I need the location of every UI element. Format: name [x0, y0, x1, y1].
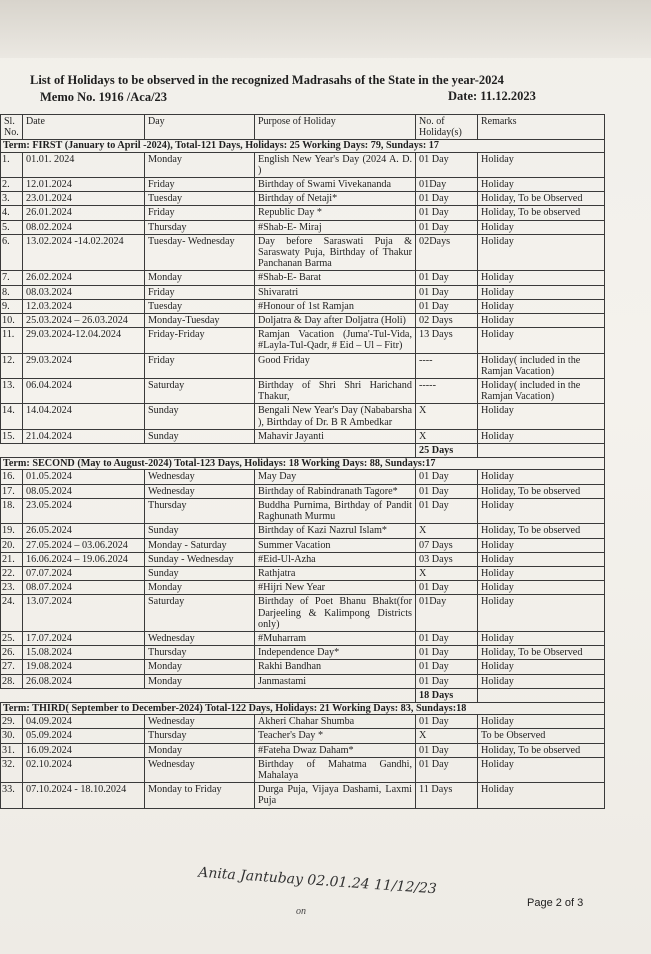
cell-date: 13.02.2024 -14.02.2024: [23, 234, 145, 271]
cell-count: 01Day: [416, 178, 478, 192]
table-row: [1, 299, 605, 313]
cell-sl: 30.: [1, 729, 23, 743]
cell-sl: 22.: [1, 566, 23, 580]
cell-remarks: Holiday: [478, 271, 605, 285]
cell-purpose: Ramjan Vacation (Juma'-Tul-Vida, #Layla-Tul-Qadr, # Eid – Ul – Fitr): [255, 328, 416, 353]
cell-purpose: Summer Vacation: [255, 538, 416, 552]
cell-date: 01.01. 2024: [23, 152, 145, 177]
cell-remarks: Holiday: [478, 715, 605, 729]
cell-day: Tuesday- Wednesday: [145, 234, 255, 271]
table-row: [1, 581, 605, 595]
cell-sl: 16.: [1, 470, 23, 484]
cell-remarks: Holiday: [478, 498, 605, 523]
cell-count: 01 Day: [416, 152, 478, 177]
cell-day: Monday: [145, 152, 255, 177]
cell-date: 06.04.2024: [23, 379, 145, 404]
cell-sl: 13.: [1, 379, 23, 404]
holiday-table: [0, 114, 605, 809]
cell-purpose: Birthday of Netaji*: [255, 192, 416, 206]
cell-date: 08.07.2024: [23, 581, 145, 595]
cell-sl: 19.: [1, 524, 23, 538]
cell-remarks: Holiday, To be observed: [478, 743, 605, 757]
cell-day: Friday: [145, 285, 255, 299]
cell-count: 01Day: [416, 595, 478, 632]
cell-date: 08.02.2024: [23, 220, 145, 234]
cell-count: 01 Day: [416, 674, 478, 688]
cell-sl: 7.: [1, 271, 23, 285]
cell-purpose: English New Year's Day (2024 A. D. ): [255, 152, 416, 177]
cell-count: X: [416, 729, 478, 743]
cell-day: Sunday: [145, 524, 255, 538]
table-row: [1, 220, 605, 234]
cell-purpose: Akheri Chahar Shumba: [255, 715, 416, 729]
table-row: [1, 743, 605, 757]
cell-remarks: Holiday, To be Observed: [478, 192, 605, 206]
cell-purpose: Doljatra & Day after Doljatra (Holi): [255, 314, 416, 328]
handwritten-signature: Anita Jantubay 02.01.24 11/12/23: [197, 864, 438, 898]
cell-sl: 29.: [1, 715, 23, 729]
cell-count: 01 Day: [416, 581, 478, 595]
cell-purpose: Birthday of Swami Vivekananda: [255, 178, 416, 192]
cell-day: Monday: [145, 271, 255, 285]
cell-sl: 24.: [1, 595, 23, 632]
cell-remarks: Holiday: [478, 470, 605, 484]
table-row: [1, 271, 605, 285]
cell-remarks: Holiday: [478, 674, 605, 688]
table-row: [1, 314, 605, 328]
cell-date: 07.10.2024 - 18.10.2024: [23, 783, 145, 808]
cell-sl: 23.: [1, 581, 23, 595]
cell-date: 08.03.2024: [23, 285, 145, 299]
cell-purpose: Rakhi Bandhan: [255, 660, 416, 674]
cell-count: 01 Day: [416, 470, 478, 484]
cell-remarks: To be Observed: [478, 729, 605, 743]
cell-purpose: Mahavir Jayanti: [255, 429, 416, 443]
cell-count: 01 Day: [416, 715, 478, 729]
cell-day: Thursday: [145, 498, 255, 523]
term-heading: Term: FIRST (January to April -2024), Total-121 Days, Holidays: 25 Working Days: 79, Sundays: 17: [1, 140, 605, 152]
cell-sl: 2.: [1, 178, 23, 192]
cell-purpose: #Honour of 1st Ramjan: [255, 299, 416, 313]
cell-day: Friday: [145, 353, 255, 378]
table-row: [1, 566, 605, 580]
cell-day: Saturday: [145, 379, 255, 404]
cell-day: Wednesday: [145, 470, 255, 484]
cell-day: Monday-Tuesday: [145, 314, 255, 328]
cell-remarks: Holiday: [478, 783, 605, 808]
cell-date: 14.04.2024: [23, 404, 145, 429]
cell-sl: 5.: [1, 220, 23, 234]
cell-day: Wednesday: [145, 631, 255, 645]
cell-remarks: Holiday, To be observed: [478, 484, 605, 498]
cell-sl: 32.: [1, 757, 23, 782]
cell-purpose: Teacher's Day *: [255, 729, 416, 743]
cell-date: 01.05.2024: [23, 470, 145, 484]
cell-count: 01 Day: [416, 631, 478, 645]
cell-count: X: [416, 404, 478, 429]
term-heading: Term: SECOND (May to August-2024) Total-123 Days, Holidays: 18 Working Days: 88, Sundays:17: [1, 458, 605, 470]
cell-day: Friday-Friday: [145, 328, 255, 353]
table-row: [1, 470, 605, 484]
cell-purpose: Birthday of Kazi Nazrul Islam*: [255, 524, 416, 538]
cell-date: 29.03.2024: [23, 353, 145, 378]
cell-date: 12.01.2024: [23, 178, 145, 192]
term-heading: Term: THIRD( September to December-2024) Total-122 Days, Holidays: 21 Working Days: 83, Sundays:18: [1, 702, 605, 714]
cell-date: 27.05.2024 – 03.06.2024: [23, 538, 145, 552]
cell-remarks: Holiday: [478, 595, 605, 632]
cell-count: 01 Day: [416, 285, 478, 299]
empty-cell: [255, 688, 416, 702]
cell-day: Thursday: [145, 220, 255, 234]
cell-day: Friday: [145, 206, 255, 220]
cell-purpose: #Shab-E- Barat: [255, 271, 416, 285]
cell-remarks: Holiday: [478, 285, 605, 299]
table-row: [1, 595, 605, 632]
cell-sl: 28.: [1, 674, 23, 688]
cell-sl: 14.: [1, 404, 23, 429]
table-row: [1, 206, 605, 220]
cell-day: Wednesday: [145, 484, 255, 498]
term-total-row: [1, 444, 605, 458]
cell-day: Sunday: [145, 566, 255, 580]
cell-remarks: Holiday: [478, 566, 605, 580]
cell-sl: 25.: [1, 631, 23, 645]
table-row: [1, 328, 605, 353]
cell-remarks: Holiday: [478, 538, 605, 552]
empty-cell: [145, 444, 255, 458]
column-header: No. of Holiday(s): [416, 115, 478, 140]
cell-date: 29.03.2024-12.04.2024: [23, 328, 145, 353]
cell-remarks: Holiday, To be Observed: [478, 646, 605, 660]
cell-purpose: Birthday of Shri Shri Harichand Thakur,: [255, 379, 416, 404]
cell-day: Tuesday: [145, 192, 255, 206]
cell-purpose: #Muharram: [255, 631, 416, 645]
cell-day: Sunday - Wednesday: [145, 552, 255, 566]
cell-purpose: Day before Saraswati Puja & Saraswaty Puja, Birthday of Thakur Panchanan Barma: [255, 234, 416, 271]
cell-day: Monday - Saturday: [145, 538, 255, 552]
empty-cell: [23, 444, 145, 458]
cell-purpose: Republic Day *: [255, 206, 416, 220]
empty-cell: [145, 688, 255, 702]
cell-count: 01 Day: [416, 498, 478, 523]
cell-purpose: May Day: [255, 470, 416, 484]
cell-purpose: Birthday of Poet Bhanu Bhakt(for Darjeeling & Kalimpong Districts only): [255, 595, 416, 632]
cell-count: 13 Days: [416, 328, 478, 353]
cell-date: 26.02.2024: [23, 271, 145, 285]
cell-count: 02Days: [416, 234, 478, 271]
cell-sl: 1.: [1, 152, 23, 177]
cell-remarks: Holiday( included in the Ramjan Vacation): [478, 379, 605, 404]
cell-purpose: #Shab-E- Miraj: [255, 220, 416, 234]
empty-cell: [255, 444, 416, 458]
cell-count: 01 Day: [416, 757, 478, 782]
cell-count: -----: [416, 379, 478, 404]
cell-count: 01 Day: [416, 206, 478, 220]
cell-purpose: #Eid-Ul-Azha: [255, 552, 416, 566]
cell-purpose: Birthday of Rabindranath Tagore*: [255, 484, 416, 498]
table-row: [1, 404, 605, 429]
cell-purpose: Birthday of Mahatma Gandhi, Mahalaya: [255, 757, 416, 782]
table-header-row: [1, 115, 605, 140]
cell-purpose: Shivaratri: [255, 285, 416, 299]
table-row: [1, 152, 605, 177]
cell-count: 01 Day: [416, 484, 478, 498]
empty-cell: [478, 688, 605, 702]
cell-day: Monday: [145, 581, 255, 595]
cell-day: Thursday: [145, 646, 255, 660]
cell-purpose: Rathjatra: [255, 566, 416, 580]
cell-day: Monday: [145, 743, 255, 757]
cell-purpose: #Hijri New Year: [255, 581, 416, 595]
table-row: [1, 379, 605, 404]
cell-sl: 20.: [1, 538, 23, 552]
term-total: 25 Days: [416, 444, 478, 458]
cell-remarks: Holiday: [478, 757, 605, 782]
term-heading-row: [1, 458, 605, 470]
cell-date: 25.03.2024 – 26.03.2024: [23, 314, 145, 328]
cell-sl: 27.: [1, 660, 23, 674]
cell-date: 04.09.2024: [23, 715, 145, 729]
cell-remarks: Holiday: [478, 631, 605, 645]
cell-remarks: Holiday: [478, 299, 605, 313]
table-row: [1, 729, 605, 743]
cell-sl: 4.: [1, 206, 23, 220]
cell-sl: 15.: [1, 429, 23, 443]
cell-date: 26.08.2024: [23, 674, 145, 688]
cell-date: 21.04.2024: [23, 429, 145, 443]
cell-sl: 17.: [1, 484, 23, 498]
cell-sl: 6.: [1, 234, 23, 271]
cell-count: X: [416, 524, 478, 538]
cell-sl: 21.: [1, 552, 23, 566]
cell-remarks: Holiday: [478, 581, 605, 595]
table-row: [1, 178, 605, 192]
cell-remarks: Holiday: [478, 220, 605, 234]
cell-purpose: Buddha Purnima, Birthday of Pandit Raghunath Murmu: [255, 498, 416, 523]
cell-sl: 26.: [1, 646, 23, 660]
cell-date: 02.10.2024: [23, 757, 145, 782]
empty-cell: [478, 444, 605, 458]
cell-count: 01 Day: [416, 743, 478, 757]
cell-remarks: Holiday, To be observed: [478, 206, 605, 220]
cell-date: 05.09.2024: [23, 729, 145, 743]
empty-cell: [1, 444, 23, 458]
cell-date: 13.07.2024: [23, 595, 145, 632]
cell-remarks: Holiday: [478, 429, 605, 443]
table-row: [1, 660, 605, 674]
table-row: [1, 285, 605, 299]
cell-purpose: Independence Day*: [255, 646, 416, 660]
column-header: Remarks: [478, 115, 605, 140]
cell-day: Tuesday: [145, 299, 255, 313]
cell-count: X: [416, 429, 478, 443]
cell-count: 01 Day: [416, 220, 478, 234]
cell-count: 01 Day: [416, 660, 478, 674]
table-row: [1, 524, 605, 538]
table-body: [1, 140, 605, 808]
cell-remarks: Holiday: [478, 328, 605, 353]
document-title: List of Holidays to be observed in the recognized Madrasahs of the State in the year-2024: [30, 73, 504, 87]
cell-date: 19.08.2024: [23, 660, 145, 674]
term-total-row: [1, 688, 605, 702]
cell-date: 17.07.2024: [23, 631, 145, 645]
memo-number: Memo No. 1916 /Aca/23: [40, 90, 168, 104]
term-heading-row: [1, 140, 605, 152]
cell-day: Wednesday: [145, 757, 255, 782]
cell-sl: 3.: [1, 192, 23, 206]
table-row: [1, 715, 605, 729]
cell-date: 16.09.2024: [23, 743, 145, 757]
cell-remarks: Holiday: [478, 404, 605, 429]
cell-sl: 31.: [1, 743, 23, 757]
cell-purpose: #Fateha Dwaz Daham*: [255, 743, 416, 757]
column-header: Sl. No.: [1, 115, 23, 140]
cell-day: Saturday: [145, 595, 255, 632]
cell-day: Monday: [145, 660, 255, 674]
cell-count: 03 Days: [416, 552, 478, 566]
cell-count: 02 Days: [416, 314, 478, 328]
cell-sl: 8.: [1, 285, 23, 299]
cell-day: Thursday: [145, 729, 255, 743]
cell-remarks: Holiday: [478, 660, 605, 674]
term-total: 18 Days: [416, 688, 478, 702]
cell-remarks: Holiday: [478, 234, 605, 271]
table-row: [1, 646, 605, 660]
cell-sl: 9.: [1, 299, 23, 313]
table-row: [1, 757, 605, 782]
table-row: [1, 353, 605, 378]
cell-date: 23.05.2024: [23, 498, 145, 523]
cell-purpose: Durga Puja, Vijaya Dashami, Laxmi Puja: [255, 783, 416, 808]
cell-remarks: Holiday: [478, 152, 605, 177]
empty-cell: [23, 688, 145, 702]
table-row: [1, 674, 605, 688]
cell-day: Sunday: [145, 404, 255, 429]
cell-day: Friday: [145, 178, 255, 192]
column-header: Purpose of Holiday: [255, 115, 416, 140]
cell-purpose: Bengali New Year's Day (Nababarsha ), Birthday of Dr. B R Ambedkar: [255, 404, 416, 429]
initials: on: [296, 906, 306, 917]
cell-purpose: Janmastami: [255, 674, 416, 688]
cell-sl: 18.: [1, 498, 23, 523]
cell-date: 12.03.2024: [23, 299, 145, 313]
table-row: [1, 538, 605, 552]
cell-date: 07.07.2024: [23, 566, 145, 580]
table-row: [1, 631, 605, 645]
table-row: [1, 192, 605, 206]
cell-count: 01 Day: [416, 271, 478, 285]
cell-count: 01 Day: [416, 192, 478, 206]
table-row: [1, 234, 605, 271]
table-row: [1, 484, 605, 498]
cell-purpose: Good Friday: [255, 353, 416, 378]
cell-day: Monday to Friday: [145, 783, 255, 808]
cell-sl: 10.: [1, 314, 23, 328]
cell-date: 15.08.2024: [23, 646, 145, 660]
cell-sl: 11.: [1, 328, 23, 353]
cell-date: 16.06.2024 – 19.06.2024: [23, 552, 145, 566]
cell-sl: 12.: [1, 353, 23, 378]
cell-count: X: [416, 566, 478, 580]
column-header: Day: [145, 115, 255, 140]
cell-date: 23.01.2024: [23, 192, 145, 206]
column-header: Date: [23, 115, 145, 140]
cell-date: 08.05.2024: [23, 484, 145, 498]
table-row: [1, 429, 605, 443]
cell-count: ----: [416, 353, 478, 378]
cell-count: 11 Days: [416, 783, 478, 808]
term-heading-row: [1, 702, 605, 714]
cell-remarks: Holiday: [478, 178, 605, 192]
empty-cell: [1, 688, 23, 702]
page-number: Page 2 of 3: [527, 897, 584, 909]
memo-date: Date: 11.12.2023: [448, 89, 536, 103]
cell-remarks: Holiday, To be observed: [478, 524, 605, 538]
table-row: [1, 498, 605, 523]
cell-sl: 33.: [1, 783, 23, 808]
cell-remarks: Holiday: [478, 552, 605, 566]
cell-date: 26.05.2024: [23, 524, 145, 538]
table-row: [1, 552, 605, 566]
table-row: [1, 783, 605, 808]
cell-count: 01 Day: [416, 299, 478, 313]
cell-count: 01 Day: [416, 646, 478, 660]
cell-day: Monday: [145, 674, 255, 688]
cell-remarks: Holiday( included in the Ramjan Vacation): [478, 353, 605, 378]
cell-day: Wednesday: [145, 715, 255, 729]
cell-remarks: Holiday: [478, 314, 605, 328]
cell-date: 26.01.2024: [23, 206, 145, 220]
cell-day: Sunday: [145, 429, 255, 443]
cell-count: 07 Days: [416, 538, 478, 552]
